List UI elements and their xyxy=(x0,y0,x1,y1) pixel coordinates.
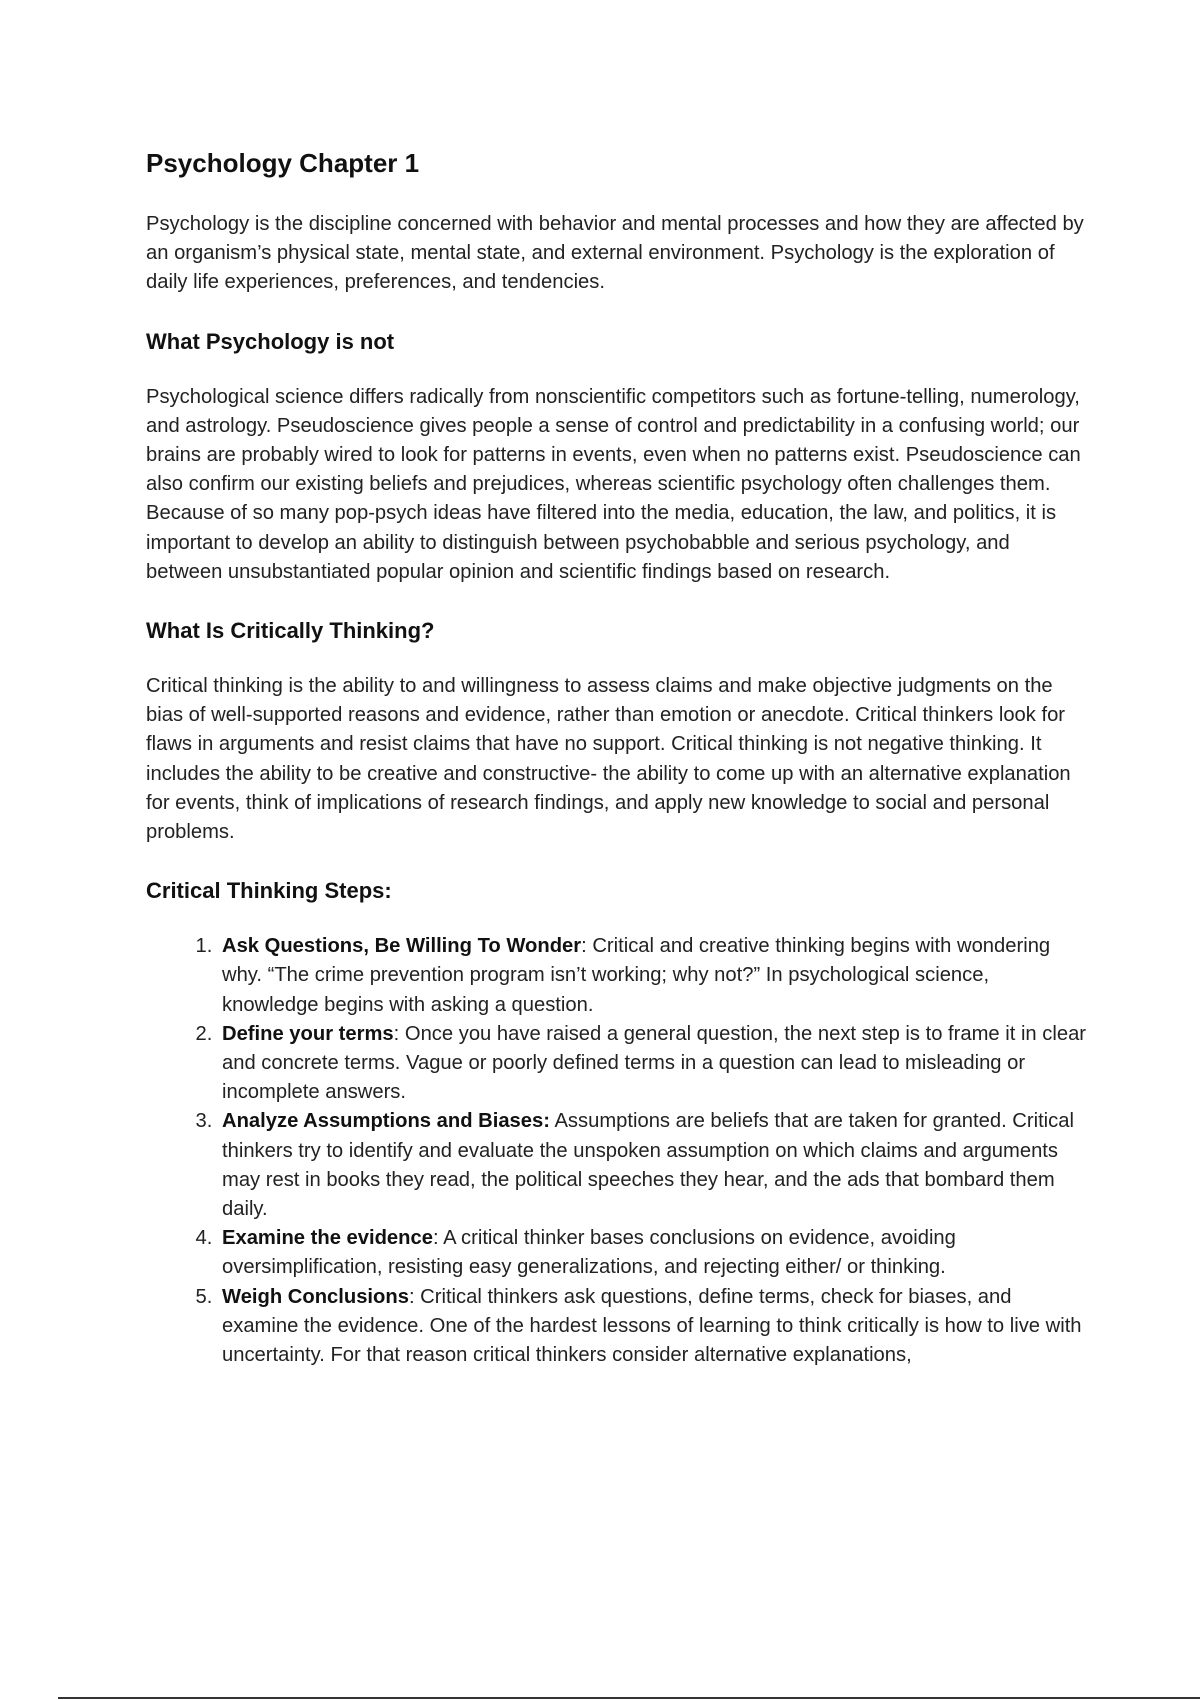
step-text: Assumptions are beliefs that are taken for granted. Critical thinkers try to identify and evaluate the unspoken assumption on which claims and arguments may rest in books they read, the political speeches they hear, and the ads that bombard them daily. xyxy=(222,1110,1074,1221)
page-bottom-divider xyxy=(58,1697,1200,1699)
step-separator: : xyxy=(393,1022,405,1045)
list-item xyxy=(218,1020,1090,1108)
step-term: Examine the evidence xyxy=(222,1227,433,1250)
step-text: A critical thinker bases conclusions on evidence, avoiding oversimplification, resisting easy generalizations, and rejecting either/ or thinking. xyxy=(222,1227,956,1279)
intro-paragraph: Psychology is the discipline concerned with behavior and mental processes and how they are affected by an organism’s physical state, mental state, and external environment. Psychology is the exploration of daily life experiences, preferences, and tendencies. xyxy=(146,213,1084,294)
step-text: Once you have raised a general question, the next step is to frame it in clear and concrete terms. Vague or poorly defined terms in a question can lead to misleading or incomplete answers. xyxy=(222,1022,1087,1104)
step-text: Critical and creative thinking begins with wondering why. “The crime prevention program isn’t working; why not?” In psychological science, knowledge begins with asking a question. xyxy=(222,935,1051,1016)
list-item xyxy=(218,932,1090,1020)
list-item xyxy=(218,1224,1090,1282)
page-title: Psychology Chapter 1 xyxy=(146,148,420,178)
list-item xyxy=(218,1283,1090,1371)
document-page xyxy=(146,146,1090,1370)
step-text: Critical thinkers ask questions, define terms, check for biases, and examine the evidence. One of the hardest lessons of learning to think critically is how to live with uncertainty. For that reason critical thinkers consider alternative explanations, xyxy=(222,1285,1082,1367)
step-term: Ask Questions, Be Willing To Wonder xyxy=(222,935,582,958)
section-heading-critical-thinking-steps: Critical Thinking Steps: xyxy=(146,878,392,904)
section-heading-critical-thinking: What Is Critically Thinking? xyxy=(146,618,435,644)
section-body-critical-thinking: Critical thinking is the ability to and willingness to assess claims and make objective judgments on the bias of well-supported reasons and evidence, rather than emotion or anecdote. Critical thinkers look for flaws in arguments and resist claims that have no support. Critical thinking is not negative thinking. It includes the ability to be creative and constructive- the ability to come up with an alternative explanation for events, think of implications of research findings, and apply new knowledge to social and personal problems. xyxy=(146,675,1071,844)
list-item xyxy=(218,1107,1090,1224)
section-body-what-psychology-is-not: Psychological science differs radically from nonscientific competitors such as fortune-telling, numerology, and astrology. Pseudoscience gives people a sense of control and predictability in a confusing world; our brains are probably wired to look for patterns in events, even when no patterns exist. Pseudoscience can also confirm our existing beliefs and prejudices, whereas scientific psychology often challenges them. Because of so many pop-psych ideas have filtered into the media, education, the law, and politics, it is important to develop an ability to distinguish between psychobabble and serious psychology, and between unsubstantiated popular opinion and scientific findings based on research. xyxy=(146,385,1081,583)
step-separator: : xyxy=(581,935,593,958)
step-term: Weigh Conclusions xyxy=(222,1285,409,1308)
step-term: Analyze Assumptions and Biases: xyxy=(222,1110,550,1133)
step-term: Define your terms xyxy=(222,1022,394,1045)
step-separator: : xyxy=(408,1285,421,1308)
critical-thinking-steps-list xyxy=(146,932,1090,1370)
section-heading-what-psychology-is-not: What Psychology is not xyxy=(146,328,395,354)
step-separator: : xyxy=(432,1227,444,1250)
